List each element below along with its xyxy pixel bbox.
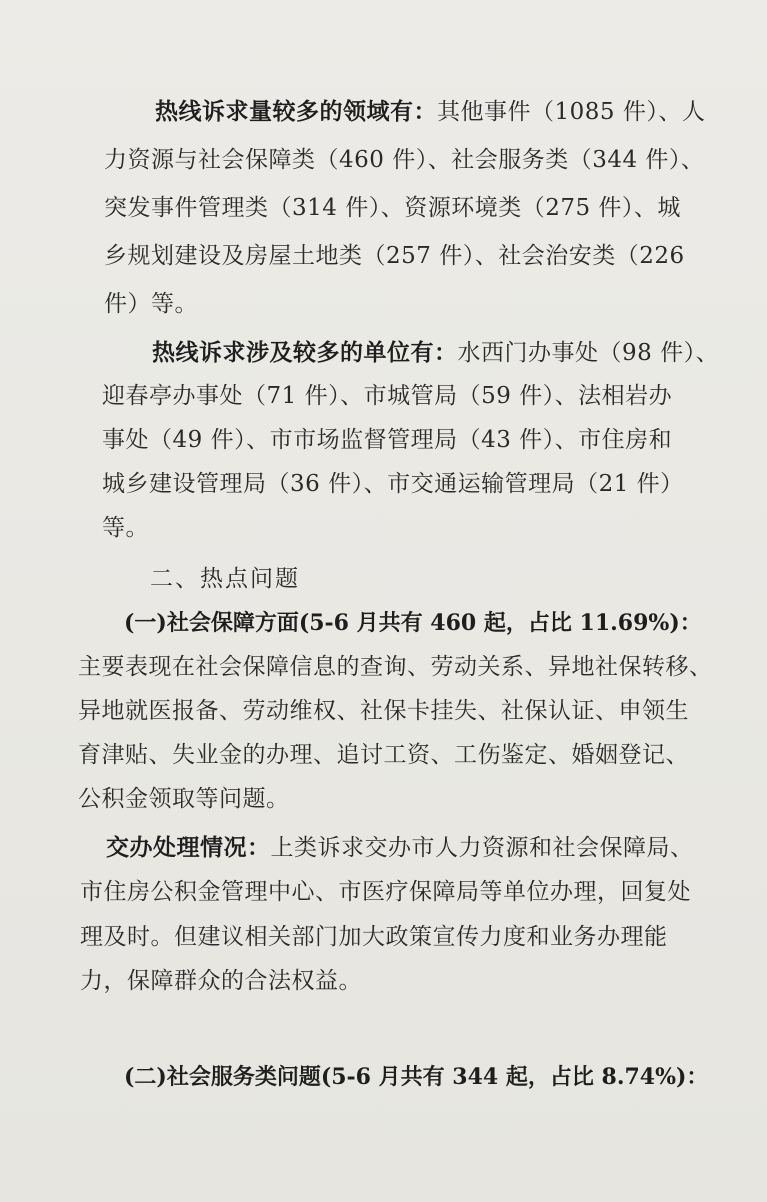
sub1-heading: (一)社会保障方面(5-6 月共有 460 起，占比 11.69%)：	[124, 610, 702, 636]
handling-line-2: 市住房公积金管理中心、市医疗保障局等单位办理，回复处	[80, 879, 691, 905]
section-heading: 二、热点问题	[150, 566, 300, 592]
para1-line-3: 突发事件管理类（314 件）、资源环境类（275 件）、城	[104, 195, 681, 221]
handling-lead: 交办处理情况：	[106, 834, 271, 861]
para2-text-1: 水西门办事处（98 件）、	[457, 340, 720, 366]
sub1-line-3: 育津贴、失业金的办理、追讨工资、工伤鉴定、婚姻登记、	[78, 742, 689, 768]
para1-line-1	[155, 97, 705, 127]
para1-text-1: 其他事件（1085 件）、人	[437, 99, 706, 125]
para1-line-4: 乡规划建设及房屋土地类（257 件）、社会治安类（226	[104, 243, 685, 269]
para2-line-3: 事处（49 件）、市市场监督管理局（43 件）、市住房和	[102, 427, 673, 453]
para2-line-5: 等。	[102, 515, 149, 541]
para2-line-4: 城乡建设管理局（36 件）、市交通运输管理局（21 件）	[102, 471, 684, 497]
sub1-line-1: 主要表现在社会保障信息的查询、劳动关系、异地社保转移、	[78, 654, 713, 680]
para2-line-2: 迎春亭办事处（71 件）、市城管局（59 件）、法相岩办	[102, 383, 673, 409]
sub1-line-2: 异地就医报备、劳动维权、社保卡挂失、社保认证、申领生	[78, 698, 689, 724]
handling-line-1	[106, 833, 694, 863]
para2-lead: 热线诉求涉及较多的单位有：	[152, 339, 458, 366]
para1-line-5: 件）等。	[104, 291, 198, 317]
handling-line-3: 理及时。但建议相关部门加大政策宣传力度和业务办理能	[80, 924, 668, 950]
handling-line-4: 力，保障群众的合法权益。	[80, 968, 362, 994]
para2-line-1	[152, 338, 719, 368]
para1-line-2: 力资源与社会保障类（460 件）、社会服务类（344 件）、	[104, 147, 705, 173]
para1-lead: 热线诉求量较多的领域有：	[155, 98, 437, 125]
handling-text-1: 上类诉求交办市人力资源和社会保障局、	[270, 835, 694, 861]
sub2-heading: (二)社会服务类问题(5-6 月共有 344 起，占比 8.74%)：	[124, 1064, 709, 1090]
sub1-line-4: 公积金领取等问题。	[78, 786, 290, 812]
